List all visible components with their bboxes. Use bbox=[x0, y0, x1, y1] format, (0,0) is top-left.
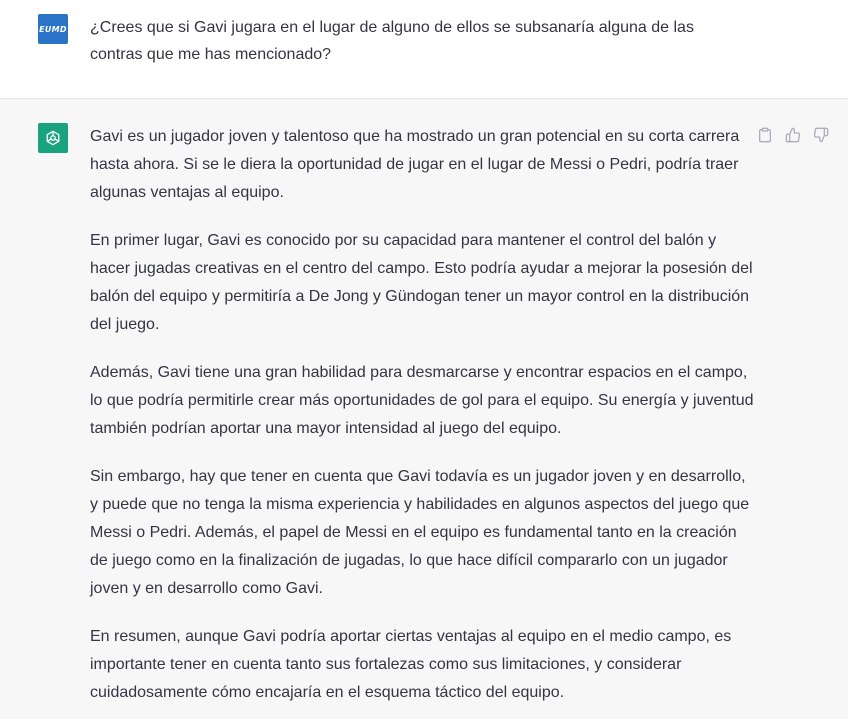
message-actions bbox=[756, 126, 830, 144]
copy-button[interactable] bbox=[756, 126, 774, 144]
assistant-paragraph: Sin embargo, hay que tener en cuenta que Gavi todavía es un jugador joven y en desarrollo, y puede que no tenga la misma experiencia y habilidades en algunos aspectos del juego que Messi o Pedri. Además, el papel de Messi en el equipo es fundamental tanto en la creación de juego como en la finalización de jugadas, lo que hace difícil compararlo con un jugador joven y en desarrollo como Gavi. bbox=[90, 468, 750, 597]
assistant-avatar bbox=[38, 123, 68, 153]
thumbs-down-button[interactable] bbox=[812, 126, 830, 144]
user-avatar: EUMD bbox=[38, 14, 68, 44]
assistant-paragraph: Gavi es un jugador joven y talentoso que ha mostrado un gran potencial en su corta carrera hasta ahora. Si se le diera la oportunidad de jugar en el lugar de Messi o Pedri, podría traer algunas ventajas al equipo. bbox=[90, 128, 740, 201]
user-message-text: ¿Crees que si Gavi jugara en el lugar de alguno de ellos se subsanaría alguna de las contras que me has mencionado? bbox=[90, 19, 694, 63]
assistant-paragraph: En primer lugar, Gavi es conocido por su capacidad para mantener el control del balón y hacer jugadas creativas en el centro del campo. Esto podría ayudar a mejorar la posesión del balón del equipo y permitiría a De Jong y Gündogan tener un mayor control en la distribución del juego. bbox=[90, 232, 753, 333]
thumbs-up-icon bbox=[785, 127, 801, 143]
thumbs-down-icon bbox=[813, 127, 829, 143]
user-message-row bbox=[0, 0, 848, 99]
clipboard-icon bbox=[757, 127, 773, 143]
assistant-message-row bbox=[0, 99, 848, 719]
openai-logo-icon bbox=[43, 128, 63, 148]
assistant-message-text bbox=[90, 123, 755, 727]
thumbs-up-button[interactable] bbox=[784, 126, 802, 144]
assistant-paragraph: Además, Gavi tiene una gran habilidad para desmarcarse y encontrar espacios en el campo, lo que podría permitirle crear más oportunidades de gol para el equipo. Su energía y juventud también podrían aportar una mayor intensidad al juego del equipo. bbox=[90, 364, 754, 437]
assistant-paragraph: En resumen, aunque Gavi podría aportar ciertas ventajas al equipo en el medio campo, es importante tener en cuenta tanto sus fortalezas como sus limitaciones, y considerar cuidadosamente cómo encajaría en el esquema táctico del equipo. bbox=[90, 628, 732, 701]
